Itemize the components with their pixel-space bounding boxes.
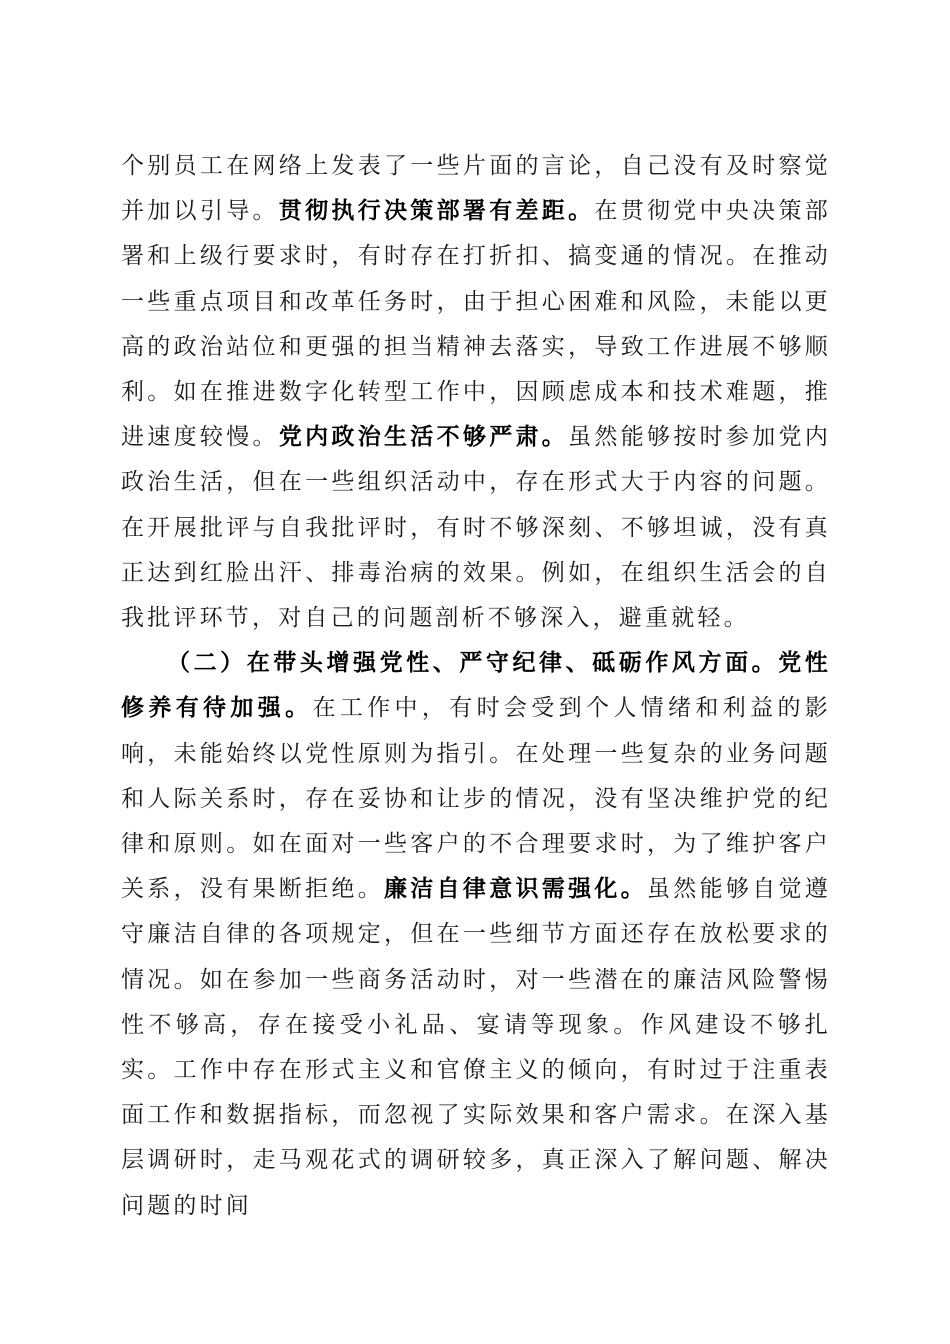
heading-integrity-awareness: 廉洁自律意识需强化。	[384, 876, 647, 903]
paragraph-2	[121, 641, 831, 1229]
paragraph-1	[121, 144, 831, 641]
paragraph-1-text-1: 个别员工在网络上发表了一些片面的言论，自己没有及时察觉并加以引导。	[121, 153, 831, 225]
paragraph-1-text-3: 虽然能够按时参加党内政治生活，但在一些组织活动中，存在形式大于内容的问题。在开展批评与自我批评时，有时不够深刻、不够坦诚，没有真正达到红脸出汗、排毒治病的效果。例如，在组织生活会的自我批评环节，对自己的问题剖析不够深入，避重就轻。	[121, 424, 832, 632]
paragraph-2-text-2: 虽然能够自觉遵守廉洁自律的各项规定，但在一些细节方面还存在放松要求的情况。如在参加一些商务活动时，对一些潜在的廉洁风险警惕性不够高，存在接受小礼品、宴请等现象。作风建设不够扎实。工作中存在形式主义和官僚主义的倾向，有时过于注重表面工作和数据指标，而忽视了实际效果和客户需求。在深入基层调研时，走马观花式的调研较多，真正深入了解问题、解决问题的时间	[121, 876, 831, 1219]
section-heading-2: （二）在带头增强党性、严守纪律、砥砺作风方面。党性修养有待加强。	[121, 650, 831, 722]
paragraph-1-text-2: 在贯彻党中央决策部署和上级行要求时，有时存在打折扣、搞变通的情况。在推动一些重点项目和改革任务时，由于担心困难和风险，未能以更高的政治站位和更强的担当精神去落实，导致工作进展不够顺利。如在推进数字化转型工作中，因顾虑成本和技术难题，推进速度较慢。	[121, 198, 831, 451]
heading-decision-implementation-gap: 贯彻执行决策部署有差距。	[278, 198, 595, 225]
document-body	[121, 144, 831, 1229]
heading-party-political-life: 党内政治生活不够严肃。	[278, 424, 569, 451]
paragraph-2-text-1: 在工作中，有时会受到个人情绪和利益的影响，未能始终以党性原则为指引。在处理一些复杂的业务问题和人际关系时，存在妥协和让步的情况，没有坚决维护党的纪律和原则。如在面对一些客户的不合理要求时，为了维护客户关系，没有果断拒绝。	[121, 695, 831, 903]
